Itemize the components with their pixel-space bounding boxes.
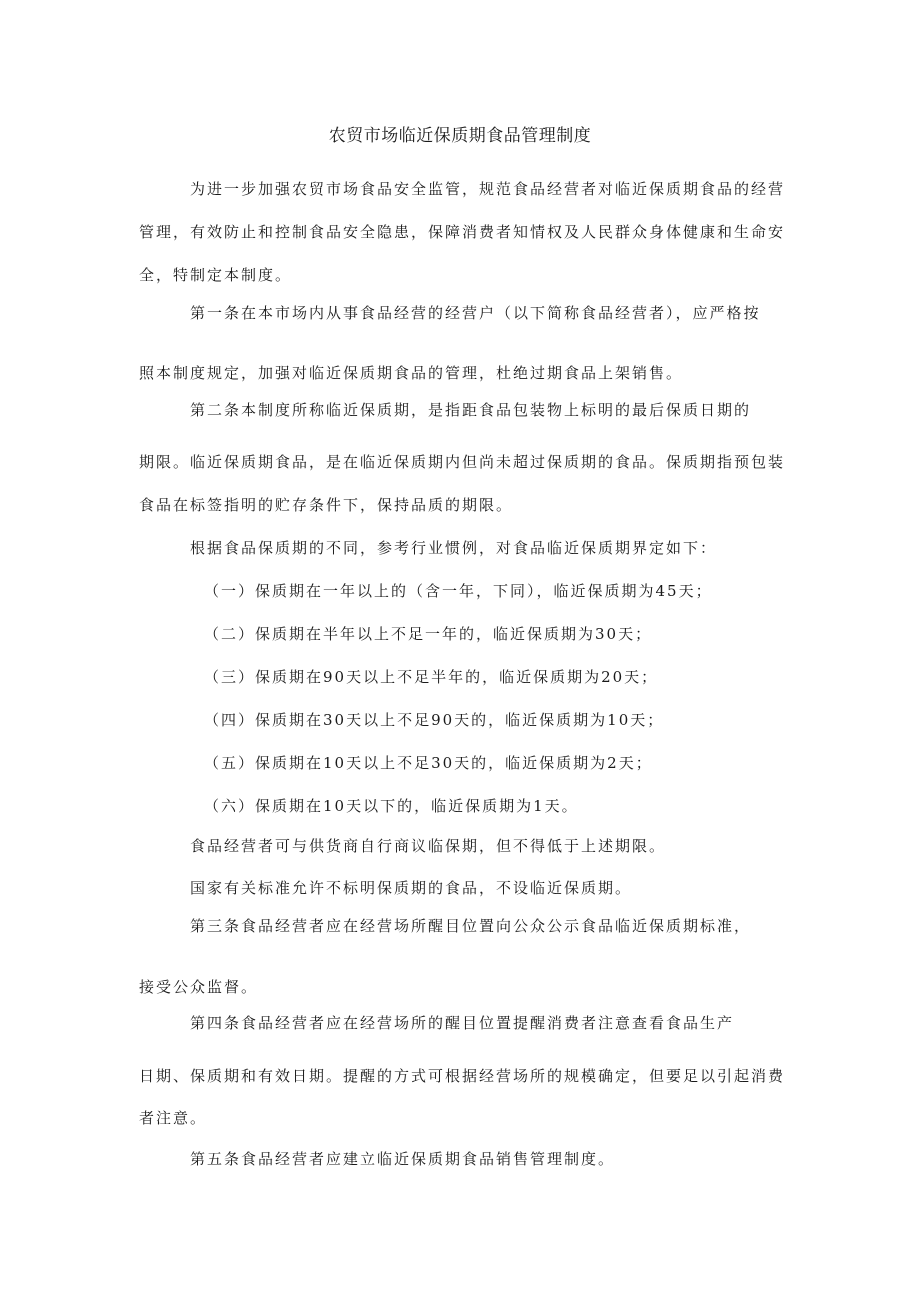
text-line: 食品经营者可与供货商自行商议临保期，但不得低于上述期限。	[190, 837, 667, 855]
list-item: （三）保质期在90天以上不足半年的，临近保质期为20天；	[204, 668, 659, 686]
text-line: 第三条食品经营者应在经营场所醒目位置向公众公示食品临近保质期标准，	[190, 917, 752, 935]
text-line: 第二条本制度所称临近保质期，是指距食品包装物上标明的最后保质日期的	[190, 401, 752, 419]
text-line: 为进一步加强农贸市场食品安全监管，规范食品经营者对临近保质期食品的经营	[190, 180, 786, 198]
text-line: 食品在标签指明的贮存条件下，保持品质的期限。	[139, 496, 514, 514]
text-line: 第一条在本市场内从事食品经营的经营户（以下简称食品经营者），应严格按	[190, 304, 761, 322]
text-line: 者注意。	[139, 1109, 208, 1127]
list-item: （二）保质期在半年以上不足一年的，临近保质期为30天；	[204, 625, 653, 643]
list-item: （一）保质期在一年以上的（含一年，下同），临近保质期为45天；	[204, 582, 713, 600]
text-line: 根据食品保质期的不同，参考行业惯例，对食品临近保质期界定如下：	[190, 539, 718, 557]
text-line: 日期、保质期和有效日期。提醒的方式可根据经营场所的规模确定，但要足以引起消费	[139, 1067, 786, 1085]
text-line: 第四条食品经营者应在经营场所的醒目位置提醒消费者注意查看食品生产	[190, 1014, 735, 1032]
list-item: （五）保质期在10天以上不足30天的，临近保质期为2天；	[204, 754, 653, 772]
document-title: 农贸市场临近保质期食品管理制度	[328, 126, 592, 146]
text-line: 国家有关标准允许不标明保质期的食品，不设临近保质期。	[190, 879, 633, 897]
text-line: 全，特制定本制度。	[139, 266, 293, 284]
text-line: 第五条食品经营者应建立临近保质期食品销售管理制度。	[190, 1150, 616, 1168]
text-line: 照本制度规定，加强对临近保质期食品的管理，杜绝过期食品上架销售。	[139, 364, 684, 382]
text-line: 接受公众监督。	[139, 978, 259, 996]
list-item: （四）保质期在30天以上不足90天的，临近保质期为10天；	[204, 711, 665, 729]
text-line: 管理，有效防止和控制食品安全隐患，保障消费者知情权及人民群众身体健康和生命安	[139, 223, 786, 241]
list-item: （六）保质期在10天以下的，临近保质期为1天。	[204, 797, 579, 815]
text-line: 期限。临近保质期食品，是在临近保质期内但尚未超过保质期的食品。保质期指预包装	[139, 453, 786, 471]
